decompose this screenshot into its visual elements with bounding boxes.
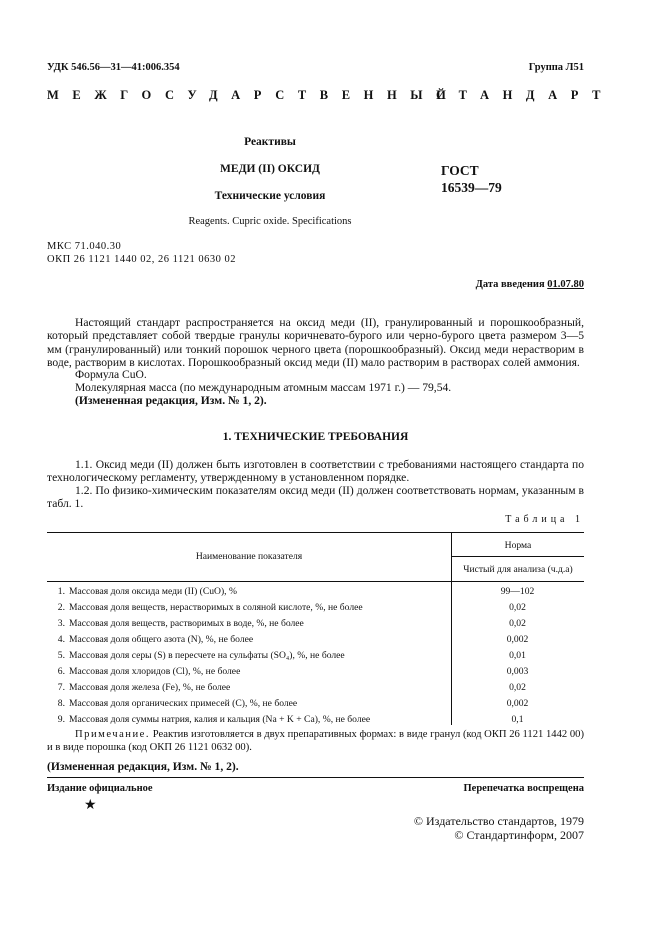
row-number: 9. [57, 713, 65, 725]
row-norm-value: 0,02 [509, 601, 526, 613]
note-text: Реактив изготовляется в двух препаративных формах: в виде гранул (код ОКП 26 1121 1442 00) и в виде порошка (код ОКП 26 1121 0632 00). [47, 729, 585, 753]
row-name: Массовая доля веществ, растворимых в воде, %, не более [69, 617, 304, 629]
row-indicator [47, 695, 451, 711]
specs-table [47, 583, 584, 727]
table-row [47, 711, 584, 727]
table-row [47, 615, 584, 631]
row-indicator [47, 599, 451, 615]
table-row [47, 631, 584, 647]
amended-note-1: (Измененная редакция, Изм. № 1, 2). [75, 394, 267, 407]
row-number: 3. [57, 617, 65, 629]
row-indicator [47, 679, 451, 695]
clause-1-2: 1.2. По физико-химическим показателям оксид меди (II) должен соответствовать нормам, указанным в табл. 1. [47, 484, 584, 511]
copyright-1979: © Издательство стандартов, 1979 [413, 814, 584, 828]
table-col-norm: Норма [504, 540, 532, 551]
row-number: 1. [57, 585, 65, 597]
note-label: Примечание. [75, 729, 150, 740]
doc-reagents: Реактивы [244, 136, 296, 148]
row-number: 2. [57, 601, 65, 613]
row-norm-value: 0,01 [509, 649, 526, 661]
table-row [47, 695, 584, 711]
row-name: Массовая доля хлоридов (Cl), %, не более [69, 665, 241, 677]
table-row [47, 647, 584, 663]
row-norm-value: 99—102 [500, 585, 535, 597]
official-edition: Издание официальное [47, 783, 153, 794]
table-row [47, 599, 584, 615]
row-indicator [47, 711, 451, 727]
clause-1-1: 1.1. Оксид меди (II) должен быть изготовлен в соответствии с требованиями настоящего стандарта по технологическому регламенту, утвержденному в установленном порядке. [47, 458, 584, 485]
group-code: Группа Л51 [528, 62, 584, 73]
udk-code: УДК 546.56—31—41:006.354 [47, 62, 180, 73]
table-row [47, 663, 584, 679]
row-indicator [47, 583, 451, 599]
row-name: Массовая доля общего азота (N), %, не более [69, 633, 254, 645]
row-norm-value: 0,002 [506, 697, 529, 709]
table-row [47, 679, 584, 695]
doc-subtitle: Технические условия [214, 190, 326, 202]
interstate-heading: МЕЖГОСУДАРСТВЕННЫЙ [47, 88, 460, 102]
row-number: 6. [57, 665, 65, 677]
gost-number: 16539—79 [441, 180, 502, 195]
amended-note-2: (Измененная редакция, Изм. № 1, 2). [47, 760, 239, 773]
reprint-prohibited: Перепечатка воспрещена [463, 783, 584, 794]
formula-line: Формула CuO. [75, 368, 147, 381]
row-number: 5. [57, 649, 65, 661]
row-norm-value: 0,1 [511, 713, 524, 725]
row-name: Массовая доля серы (S) в пересчете на сульфаты (SO₄), %, не более [69, 649, 345, 661]
english-title: Reagents. Cupric oxide. Specifications [188, 216, 352, 227]
intro-date [476, 279, 584, 290]
intro-paragraph: Настоящий стандарт распространяется на оксид меди (II), гранулированный и порошкообразный, который представляет собой твердые гранулы коричневато-бурого или черно-бурого цвета размером 3—5 мм (гранулированный) или тонкий порошок черного цвета (порошкообразный). Оксид меди нерастворим в воде, растворим в кислотах. Порошкообразный оксид меди (II) мало растворим в растворах солей аммония. [47, 316, 584, 369]
gost-label: ГОСТ [441, 163, 479, 178]
row-name: Массовая доля суммы натрия, калия и кальция (Na + K + Ca), %, не более [69, 713, 371, 725]
intro-date-value: 01.07.80 [547, 279, 584, 290]
standard-heading: СТАНДАРТ [436, 88, 615, 102]
mks-code: МКС 71.040.30 [47, 241, 122, 252]
row-number: 4. [57, 633, 65, 645]
copyright-2007: © Стандартинформ, 2007 [454, 828, 584, 842]
row-name: Массовая доля веществ, нерастворимых в соляной кислоте, %, не более [69, 601, 363, 613]
row-number: 7. [57, 681, 65, 693]
table-caption: Таблица 1 [505, 514, 584, 525]
row-norm-value: 0,02 [509, 617, 526, 629]
row-number: 8. [57, 697, 65, 709]
table-row [47, 583, 584, 599]
row-name: Массовая доля железа (Fe), %, не более [69, 681, 231, 693]
row-norm-value: 0,002 [506, 633, 529, 645]
okp-code: ОКП 26 1121 1440 02, 26 1121 0630 02 [47, 254, 237, 265]
table-note [47, 728, 584, 754]
row-norm-value: 0,02 [509, 681, 526, 693]
molar-mass-line: Молекулярная масса (по международным атомным массам 1971 г.) — 79,54. [75, 381, 452, 394]
table-col-grade: Чистый для анализа (ч.д.а) [463, 564, 573, 575]
row-indicator [47, 615, 451, 631]
table-col-name: Наименование показателя [195, 551, 303, 562]
row-indicator [47, 663, 451, 679]
star-icon: ★ [84, 798, 97, 813]
intro-date-label: Дата введения [475, 279, 545, 290]
row-indicator [47, 631, 451, 647]
row-norm-value: 0,003 [506, 665, 529, 677]
row-indicator [47, 647, 451, 663]
row-name: Массовая доля органических примесей (С), %, не более [69, 697, 298, 709]
row-name: Массовая доля оксида меди (II) (CuO), % [69, 585, 237, 597]
section-1-title: 1. ТЕХНИЧЕСКИЕ ТРЕБОВАНИЯ [222, 431, 409, 443]
doc-title: МЕДИ (II) ОКСИД [220, 163, 320, 175]
